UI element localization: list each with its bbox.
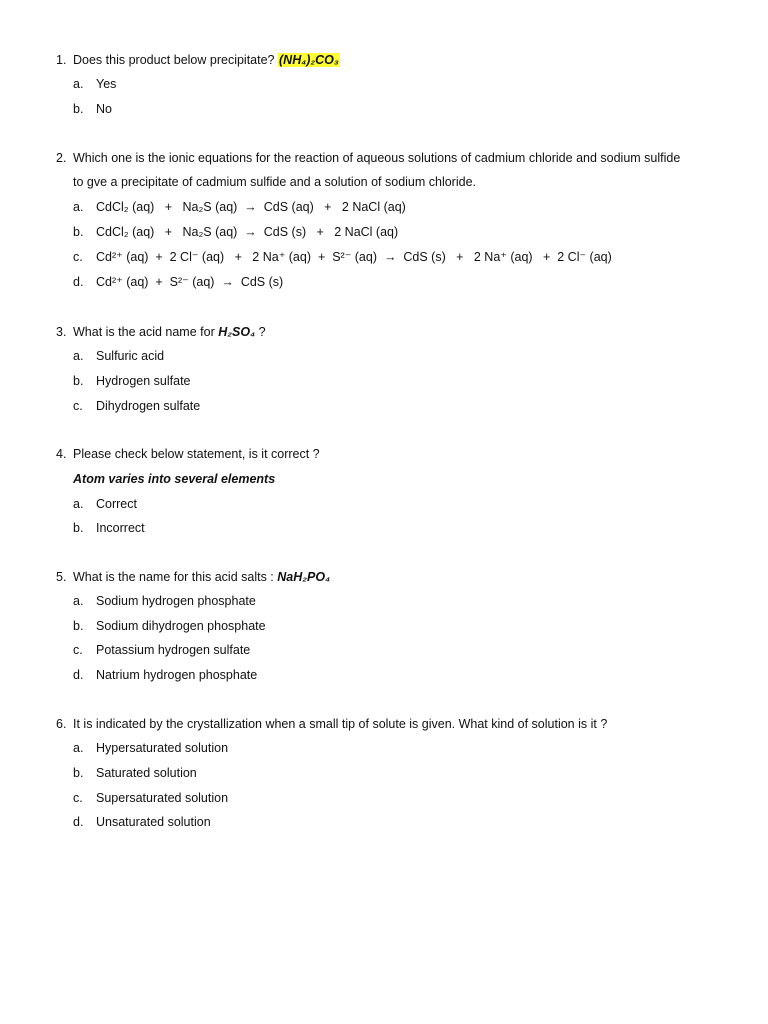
option-text: CdCl₂ (aq) + Na₂S (aq) → CdS (s) + 2 NaCl (aq) bbox=[96, 225, 399, 239]
option-letter: a. bbox=[73, 497, 84, 511]
question-stem-line-1: Which one is the ionic equations for the reaction of aqueous solutions of cadmium chloride and sodium sulfide bbox=[73, 151, 681, 165]
question-suffix: ? bbox=[258, 325, 266, 339]
option-text: Hypersaturated solution bbox=[96, 741, 229, 755]
option-text: Sodium dihydrogen phosphate bbox=[96, 619, 266, 633]
question-number: 5. bbox=[56, 570, 67, 584]
option-letter: d. bbox=[73, 668, 84, 682]
question-text: Does this product below precipitate? bbox=[73, 53, 275, 67]
option-letter: b. bbox=[73, 374, 84, 388]
question-text: What is the acid name for bbox=[73, 325, 215, 339]
option-letter: d. bbox=[73, 275, 84, 289]
option-text: Correct bbox=[96, 497, 137, 511]
option-text: Saturated solution bbox=[96, 766, 197, 780]
option-text: Natrium hydrogen phosphate bbox=[96, 668, 258, 682]
option-text: Hydrogen sulfate bbox=[96, 374, 191, 388]
question-number: 2. bbox=[56, 151, 67, 165]
option-letter: a. bbox=[73, 594, 84, 608]
option-letter: a. bbox=[73, 349, 84, 363]
question-stem bbox=[73, 50, 340, 70]
option-letter: b. bbox=[73, 225, 84, 239]
option-text: Unsaturated solution bbox=[96, 815, 211, 829]
question-stem bbox=[73, 567, 330, 587]
option-text: Cd²⁺ (aq) + 2 Cl⁻ (aq) + 2 Na⁺ (aq) + S²⁻ (aq) → CdS (s) + 2 Na⁺ (aq) + 2 Cl⁻ (aq) bbox=[96, 250, 612, 264]
option-letter: b. bbox=[73, 521, 84, 535]
option-text: Dihydrogen sulfate bbox=[96, 399, 201, 413]
statement: Atom varies into several elements bbox=[73, 472, 276, 486]
question-number: 6. bbox=[56, 717, 67, 731]
option-letter: d. bbox=[73, 815, 84, 829]
option-letter: a. bbox=[73, 741, 84, 755]
option-text: Potassium hydrogen sulfate bbox=[96, 643, 251, 657]
option-letter: c. bbox=[73, 791, 83, 805]
question-text: What is the name for this acid salts : bbox=[73, 570, 274, 584]
option-letter: c. bbox=[73, 250, 83, 264]
question-stem: It is indicated by the crystallization when a small tip of solute is given. What kind of solution is it ? bbox=[73, 717, 608, 731]
highlighted-formula: (NH₄)₂CO₃ bbox=[279, 53, 339, 67]
option-letter: c. bbox=[73, 399, 83, 413]
formula: NaH₂PO₄ bbox=[277, 570, 331, 584]
option-letter: b. bbox=[73, 102, 84, 116]
formula: H₂SO₄ bbox=[218, 325, 256, 339]
question-number: 4. bbox=[56, 447, 67, 461]
option-letter: b. bbox=[73, 766, 84, 780]
option-text: Yes bbox=[96, 77, 117, 91]
option-letter: b. bbox=[73, 619, 84, 633]
option-letter: a. bbox=[73, 200, 84, 214]
option-text: No bbox=[96, 102, 112, 116]
question-stem bbox=[73, 322, 266, 342]
option-text: Sodium hydrogen phosphate bbox=[96, 594, 256, 608]
question-number: 1. bbox=[56, 53, 67, 67]
option-text: Supersaturated solution bbox=[96, 791, 229, 805]
option-letter: a. bbox=[73, 77, 84, 91]
option-text: Incorrect bbox=[96, 521, 145, 535]
option-text: Sulfuric acid bbox=[96, 349, 165, 363]
option-letter: c. bbox=[73, 643, 83, 657]
option-text: Cd²⁺ (aq) + S²⁻ (aq) → CdS (s) bbox=[96, 275, 284, 289]
question-stem: Please check below statement, is it correct ? bbox=[73, 447, 320, 461]
question-number: 3. bbox=[56, 325, 67, 339]
option-text: CdCl₂ (aq) + Na₂S (aq) → CdS (aq) + 2 NaCl (aq) bbox=[96, 200, 406, 214]
question-stem-line-2: to gve a precipitate of cadmium sulfide and a solution of sodium chloride. bbox=[73, 175, 477, 189]
